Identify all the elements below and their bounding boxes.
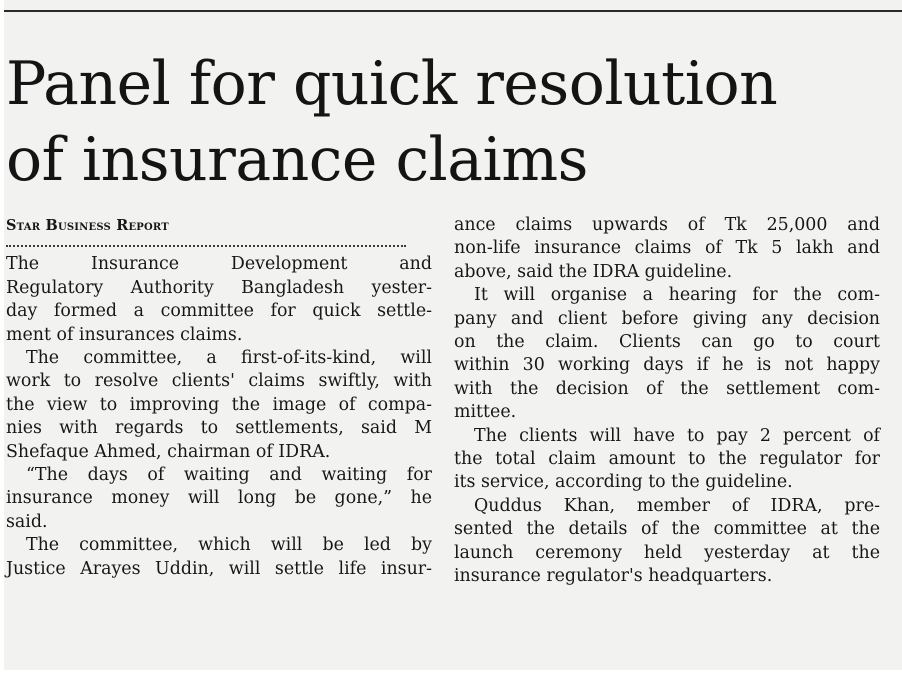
left-column	[6, 214, 432, 581]
text-line: on the claim. Clients can go to court	[454, 332, 880, 353]
dotted-separator	[6, 245, 406, 247]
text-line: ance claims upwards of Tk 25,000 and	[454, 215, 880, 235]
text-line: Regulatory Authority Bangladesh yester-	[6, 277, 432, 298]
text-line: insurance regulator's headquarters.	[454, 566, 773, 587]
text-line: The clients will have to pay 2 percent of	[474, 425, 880, 446]
text-line: mittee.	[454, 402, 517, 423]
text-line: insurance money will long be gone,” he	[6, 488, 432, 509]
paragraph-quote	[6, 464, 432, 534]
paragraph-intro	[6, 253, 432, 347]
paragraph-continued	[454, 214, 880, 284]
top-rule	[4, 10, 902, 12]
headline-line-2: of insurance claims	[6, 125, 588, 195]
text-line: Justice Arayes Uddin, will settle life insur-	[6, 558, 432, 579]
text-line: Quddus Khan, member of IDRA, pre-	[474, 495, 880, 516]
text-line: Shefaque Ahmed, chairman of IDRA.	[6, 441, 331, 462]
scan-bottom-margin	[0, 670, 902, 684]
text-line: The committee, a first-of-its-kind, will	[26, 348, 432, 369]
text-line: above, said the IDRA guideline.	[454, 261, 733, 282]
paragraph-led-by	[6, 534, 432, 581]
headline-line-1: Panel for quick resolution	[6, 49, 778, 119]
text-line: its service, according to the guideline.	[454, 472, 793, 493]
text-line: ment of insurances claims.	[6, 324, 243, 345]
text-line: The committee, which will be led by	[26, 535, 432, 556]
text-line: with the decision of the settlement com-	[454, 378, 880, 399]
byline: Star Business Report	[6, 217, 169, 234]
text-line: sented the details of the committee at the	[454, 519, 880, 540]
paragraph-hearing	[454, 284, 880, 424]
text-line: the total claim amount to the regulator for	[454, 449, 880, 470]
text-line: work to resolve clients' claims swiftly, with	[6, 371, 432, 392]
text-line: day formed a committee for quick settle-	[6, 301, 432, 322]
scan-left-margin	[0, 0, 4, 684]
text-line: nies with regards to settlements, said M	[6, 418, 432, 439]
text-line: non-life insurance claims of Tk 5 lakh and	[454, 238, 880, 259]
text-line: launch ceremony held yesterday at the	[454, 542, 880, 563]
text-line: The Insurance Development and	[6, 254, 432, 275]
text-line: the view to improving the image of compa-	[6, 394, 432, 415]
right-column	[454, 214, 880, 589]
headline	[6, 46, 896, 198]
paragraph-committee	[6, 347, 432, 464]
text-line: within 30 working days if he is not happy	[454, 355, 880, 376]
paragraph-fee	[454, 425, 880, 495]
text-line: said.	[6, 511, 48, 532]
paragraph-presentation	[454, 495, 880, 589]
text-line: “The days of waiting and waiting for	[26, 465, 432, 486]
text-line: pany and client before giving any decision	[454, 308, 880, 329]
text-line: It will organise a hearing for the com-	[474, 285, 880, 306]
